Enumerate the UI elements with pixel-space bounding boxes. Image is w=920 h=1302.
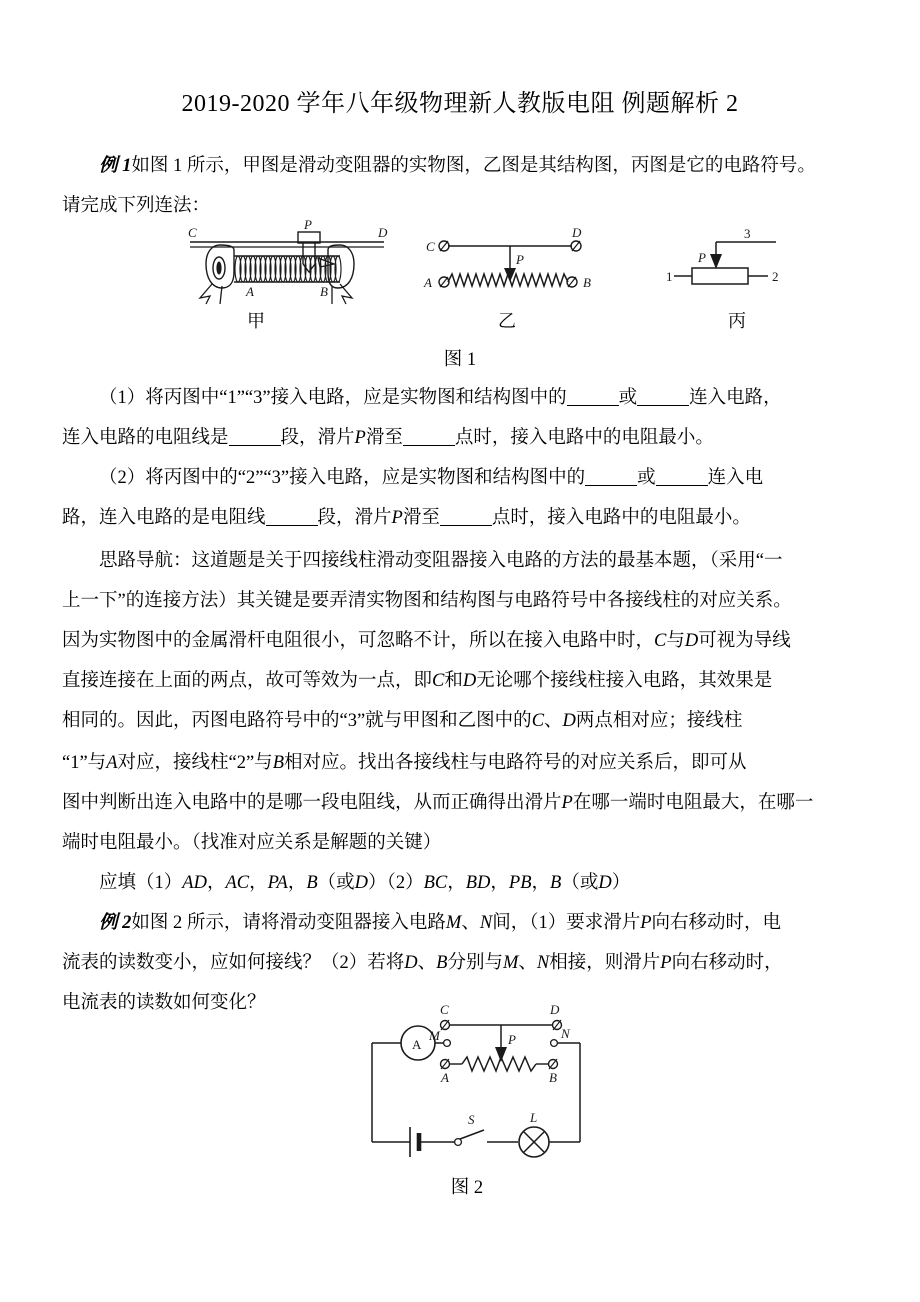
analysis-text-4a: 直接连接在上面的两点，故可等效为一点，即: [62, 671, 433, 691]
q2-mid2: 连入电: [707, 468, 764, 488]
analysis-text-4c: 无论哪个接线柱接入电路，其效果是: [476, 671, 773, 691]
analysis-italic-b1: B: [272, 753, 284, 773]
q2-line2b: 段，滑片: [317, 508, 392, 528]
analysis-text-7b: 在哪一端时电阻最大，在哪一: [572, 793, 814, 813]
analysis-text-5b: 、: [544, 711, 563, 731]
q1-line2c: 滑至: [365, 428, 403, 448]
example2-italic-n1: N: [479, 913, 493, 933]
fig2-label-b: B: [549, 1070, 557, 1085]
example2-text-2e: 相接，则滑片: [549, 953, 661, 973]
q2-line2c: 滑至: [402, 508, 440, 528]
answer-b4-alt-end: ）: [611, 873, 631, 893]
figure1-bing-diagram: [668, 224, 818, 314]
analysis-text-7a: 图中判断出连入电路中的是哪一段电阻线，从而正确得出滑片: [62, 793, 562, 813]
fig2-label-p: P: [508, 1032, 516, 1047]
answer-a1: AD: [182, 873, 207, 893]
analysis-text-6b: 对应，接线柱“2”与: [117, 753, 273, 773]
analysis-line3: [62, 621, 862, 661]
figure2-circuit-diagram: [358, 1002, 620, 1167]
q2-line2a: 路，连入电路的是电阻线: [62, 508, 266, 528]
example2-text-1b: 、: [461, 913, 480, 933]
jia-label-d: D: [378, 225, 388, 240]
answer-a3: PA: [267, 873, 288, 893]
bing-label-2: 2: [772, 269, 779, 284]
bing-label-p: P: [698, 250, 706, 265]
analysis-italic-p1: P: [561, 793, 573, 813]
example2-text-1d: 向右移动时，电: [651, 913, 782, 933]
yi-label-p: P: [516, 252, 524, 267]
figure1-group: [0, 214, 920, 334]
analysis-italic-c1: C: [654, 631, 667, 651]
answer-b2: BD: [465, 873, 491, 893]
q2-blank-1[interactable]: [585, 485, 637, 486]
answer-a4-alt-italic: D: [354, 873, 369, 893]
analysis-text-6c: 相对应。找出各接线柱与电路符号的对应关系后，即可从: [284, 753, 747, 773]
example1-stem-line2: 请完成下列连法：: [62, 196, 211, 216]
figure2-group: [358, 1002, 620, 1167]
q1-mid2: 连入电路，: [689, 388, 782, 408]
example2-italic-b1: B: [436, 953, 448, 973]
answer-sep-5: ，: [490, 873, 509, 893]
analysis-line1: [62, 541, 862, 581]
q1-line2b: 段，滑片: [280, 428, 355, 448]
analysis-italic-c2: C: [432, 671, 445, 691]
example2-italic-m1: M: [445, 913, 462, 933]
example1-stem-line1: 如图 1 所示，甲图是滑动变阻器的实物图，乙图是其结构图，丙图是它的电路符号。: [131, 156, 816, 176]
fig2-label-a: A: [441, 1070, 449, 1085]
figure1-yi-diagram: [420, 224, 610, 314]
q1-blank-1[interactable]: [567, 405, 619, 406]
yi-label-c: C: [426, 239, 435, 254]
example1-question1-line2: [62, 418, 862, 458]
ammeter-symbol: A: [412, 1037, 422, 1052]
answer-sep-4: ，: [447, 873, 466, 893]
answer-b4: B: [550, 873, 562, 893]
q2-slider: P: [391, 508, 403, 528]
q1-blank-2[interactable]: [637, 405, 689, 406]
example1-label: 例 1: [99, 156, 132, 176]
example2-italic-n2: N: [536, 953, 550, 973]
example1-question1-line1: [62, 378, 862, 418]
example2-italic-p1: P: [640, 913, 652, 933]
analysis-text-5a: 相同的。因此，丙图电路符号中的“3”就与甲图和乙图中的: [62, 711, 532, 731]
page-title: 2019-2020 学年八年级物理新人教版电阻 例题解析 2: [181, 91, 739, 117]
example2-text-1a: 如图 2 所示，请将滑动变阻器接入电路: [131, 913, 446, 933]
answer-a4-alt: （或: [317, 873, 355, 893]
answer-b4-alt-italic: D: [598, 873, 612, 893]
answer-part2: （2）: [386, 873, 424, 893]
analysis-text-1: 思路导航：这道题是关于四接线柱滑动变阻器接入电路的方法的最基本题，（采用“一: [99, 551, 783, 571]
example2-line2: [62, 943, 862, 983]
example2-text-3: 电流表的读数如何变化？: [62, 993, 266, 1013]
example2-text-2f: 向右移动时，: [671, 953, 783, 973]
answer-b3: PB: [508, 873, 532, 893]
q1-prefix: （1）将丙图中“1”“3”接入电路，应是实物图和结构图中的: [99, 388, 567, 408]
jia-label-c: C: [188, 225, 197, 240]
analysis-text-3b: 与: [666, 631, 685, 651]
jia-label-p: P: [304, 217, 312, 232]
example2-italic-d1: D: [404, 953, 418, 973]
jia-label-b: B: [320, 284, 328, 299]
q2-blank-2[interactable]: [656, 485, 708, 486]
figure1-sublabel-jia: 甲: [247, 311, 265, 331]
example2-text-2a: 流表的读数变小，应如何接线？（2）若将: [62, 953, 405, 973]
q1-line2a: 连入电路的电阻线是: [62, 428, 229, 448]
answer-prefix: 应填（1）: [99, 873, 183, 893]
q1-blank-3[interactable]: [229, 445, 281, 446]
analysis-text-5c: 两点相对应；接线柱: [575, 711, 743, 731]
answer-sep-3: ，: [287, 873, 307, 893]
answer-b1: BC: [423, 873, 448, 893]
fig2-label-l: L: [530, 1110, 538, 1125]
q2-blank-4[interactable]: [440, 525, 492, 526]
answer-a2: AC: [225, 873, 250, 893]
bing-label-3: 3: [744, 226, 751, 241]
analysis-line7: [62, 783, 862, 823]
fig2-label-c: C: [440, 1002, 449, 1017]
analysis-line4: [62, 661, 862, 701]
example2-label: 例 2: [99, 913, 132, 933]
example1-answer: [62, 863, 862, 903]
example1-question2-line2: [62, 498, 862, 538]
example2-italic-p2: P: [660, 953, 672, 973]
example2-text-2c: 分别与: [447, 953, 503, 973]
analysis-text-3a: 因为实物图中的金属滑杆电阻很小，可忽略不计，所以在接入电路中时，: [62, 631, 655, 651]
answer-sep-2: ，: [249, 873, 268, 893]
example1-question2-line1: [62, 458, 862, 498]
example2-text-2d: 、: [518, 953, 537, 973]
answer-a4-alt-end: ）: [368, 873, 387, 893]
analysis-text-8: 端时电阻最小。（找准对应关系是解题的关键）: [62, 833, 442, 853]
fig2-label-d: D: [550, 1002, 560, 1017]
analysis-text-2: 上一下”的连接方法）其关键是要弄清实物图和结构图与电路符号中各接线柱的对应关系。: [62, 591, 792, 611]
analysis-italic-d3: D: [562, 711, 576, 731]
q1-mid1: 或: [618, 388, 638, 408]
analysis-line2: [62, 581, 862, 621]
yi-label-d: D: [572, 225, 582, 240]
q1-slider: P: [354, 428, 366, 448]
answer-a4: B: [306, 873, 318, 893]
answer-sep-6: ，: [531, 873, 551, 893]
q2-prefix: （2）将丙图中的“2”“3”接入电路，应是实物图和结构图中的: [99, 468, 586, 488]
analysis-text-6a: “1”与: [62, 753, 107, 773]
jia-label-a: A: [246, 284, 254, 299]
fig2-label-m: M: [429, 1028, 440, 1043]
figure1-caption: 图 1: [443, 350, 477, 370]
answer-sep-1: ，: [206, 873, 226, 893]
analysis-italic-d2: D: [462, 671, 477, 691]
example2-text-2b: 、: [417, 953, 437, 973]
analysis-italic-d1: D: [684, 631, 699, 651]
yi-label-a: A: [424, 275, 432, 290]
q2-mid1: 或: [637, 468, 656, 488]
figure1-jia-diagram: [172, 217, 402, 310]
fig2-label-s: S: [468, 1112, 475, 1127]
q2-line2d: 点时，接入电路中的电阻最小。: [491, 508, 751, 528]
figure2-caption: 图 2: [450, 1178, 484, 1198]
figure1-sublabel-yi: 乙: [498, 311, 516, 331]
q1-line2d: 点时，接入电路中的电阻最小。: [454, 428, 714, 448]
analysis-italic-c3: C: [531, 711, 545, 731]
q1-blank-4[interactable]: [403, 445, 455, 446]
fig2-label-n: N: [561, 1026, 570, 1041]
analysis-line5: [62, 701, 862, 741]
analysis-text-4b: 和: [444, 671, 463, 691]
bing-label-1: 1: [666, 269, 673, 284]
analysis-line8: [62, 823, 862, 863]
q2-blank-3[interactable]: [266, 525, 318, 526]
analysis-italic-a1: A: [106, 753, 118, 773]
analysis-line6: [62, 743, 862, 783]
example2-line1: [62, 903, 862, 943]
example2-italic-m2: M: [502, 953, 519, 973]
yi-label-b: B: [583, 275, 591, 290]
analysis-text-3c: 可视为导线: [698, 631, 791, 651]
figure1-sublabel-bing: 丙: [728, 311, 746, 331]
example2-text-1c: 间，（1）要求滑片: [492, 913, 641, 933]
example1-stem: [62, 146, 862, 186]
answer-b4-alt: （或: [561, 873, 599, 893]
